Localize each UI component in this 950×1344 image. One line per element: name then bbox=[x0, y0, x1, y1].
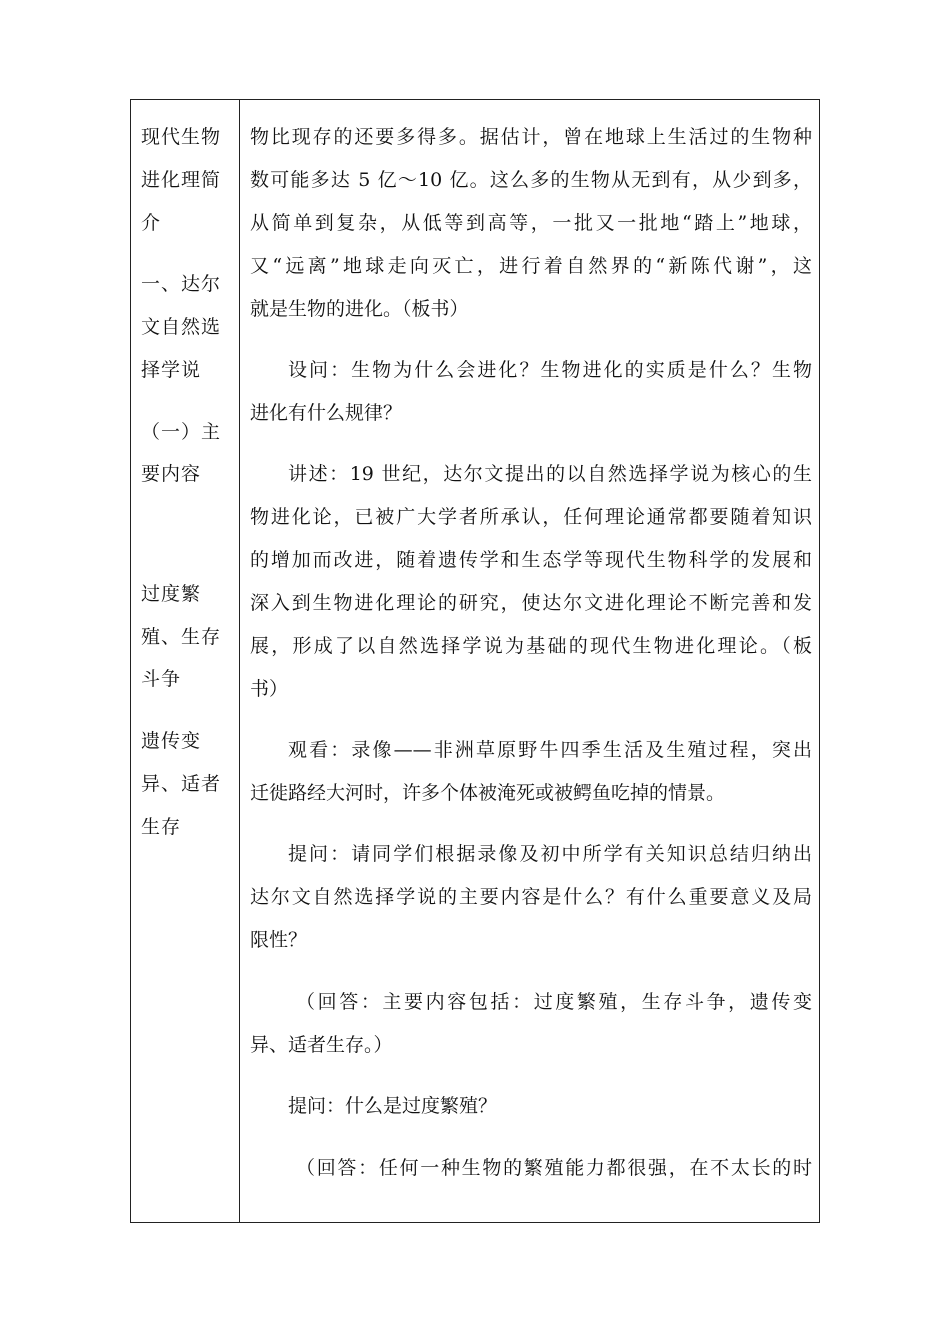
body-text-line: 限性？ bbox=[250, 929, 308, 951]
body-text-line: 从简单到复杂，从低等到高等，一批又一批地“踏上”地球， bbox=[250, 212, 812, 234]
column-divider bbox=[239, 100, 240, 1222]
body-text-line: 迁徙路经大河时，许多个体被淹死或被鳄鱼吃掉的情景。 bbox=[250, 782, 726, 804]
body-text-line: （回答：主要内容包括：过度繁殖，生存斗争，遗传变 bbox=[296, 991, 812, 1013]
left-line: 文自然选 bbox=[141, 316, 222, 338]
body-text-line: 展，形成了以自然选择学说为基础的现代生物进化理论。（板 bbox=[250, 635, 812, 657]
left-line: 生存 bbox=[141, 816, 182, 838]
body-text-line: 讲述：19 世纪，达尔文提出的以自然选择学说为核心的生 bbox=[288, 463, 812, 485]
left-line: 异、适者 bbox=[141, 773, 222, 795]
body-text-line: 达尔文自然选择学说的主要内容是什么？有什么重要意义及局 bbox=[250, 886, 812, 908]
body-text-line: 设问：生物为什么会进化？生物进化的实质是什么？生物 bbox=[288, 359, 812, 381]
body-text-line: 物进化论，已被广大学者所承认，任何理论通常都要随着知识 bbox=[250, 506, 812, 528]
left-line: 斗争 bbox=[141, 668, 182, 690]
left-line: 殖、生存 bbox=[141, 626, 222, 648]
body-text-line: 的增加而改进，随着遗传学和生态学等现代生物科学的发展和 bbox=[250, 549, 812, 571]
body-text-line: 提问：什么是过度繁殖？ bbox=[288, 1095, 498, 1117]
lesson-table bbox=[130, 99, 820, 1223]
left-line: （一）主 bbox=[141, 421, 222, 443]
body-text-line: 数可能多达 5 亿～10 亿。这么多的生物从无到有，从少到多， bbox=[250, 169, 812, 191]
body-text-line: 异、适者生存。） bbox=[250, 1034, 393, 1056]
body-text-line: 观看：录像——非洲草原野牛四季生活及生殖过程，突出 bbox=[288, 739, 812, 761]
body-text-line: 又“远离”地球走向灭亡，进行着自然界的“新陈代谢”，这 bbox=[250, 255, 812, 277]
left-line: 现代生物 bbox=[141, 126, 222, 148]
body-text-line: 书） bbox=[250, 678, 289, 700]
left-line: 一、达尔 bbox=[141, 273, 222, 295]
left-line: 择学说 bbox=[141, 359, 202, 381]
body-text-line: 深入到生物进化理论的研究，使达尔文进化理论不断完善和发 bbox=[250, 592, 812, 614]
left-line: 遗传变 bbox=[141, 730, 202, 752]
left-line: 进化理简 bbox=[141, 169, 222, 191]
left-line: 过度繁 bbox=[141, 583, 202, 605]
body-text-line: 物比现存的还要多得多。据估计，曾在地球上生活过的生物种 bbox=[250, 126, 812, 148]
left-line: 介 bbox=[141, 212, 162, 234]
body-text-line: 提问：请同学们根据录像及初中所学有关知识总结归纳出 bbox=[288, 843, 812, 865]
body-text-line: 进化有什么规律？ bbox=[250, 402, 403, 424]
body-text-line: 就是生物的进化。（板书） bbox=[250, 298, 469, 320]
body-text-line: （回答：任何一种生物的繁殖能力都很强，在不太长的时 bbox=[296, 1157, 812, 1179]
left-line: 要内容 bbox=[141, 463, 202, 485]
